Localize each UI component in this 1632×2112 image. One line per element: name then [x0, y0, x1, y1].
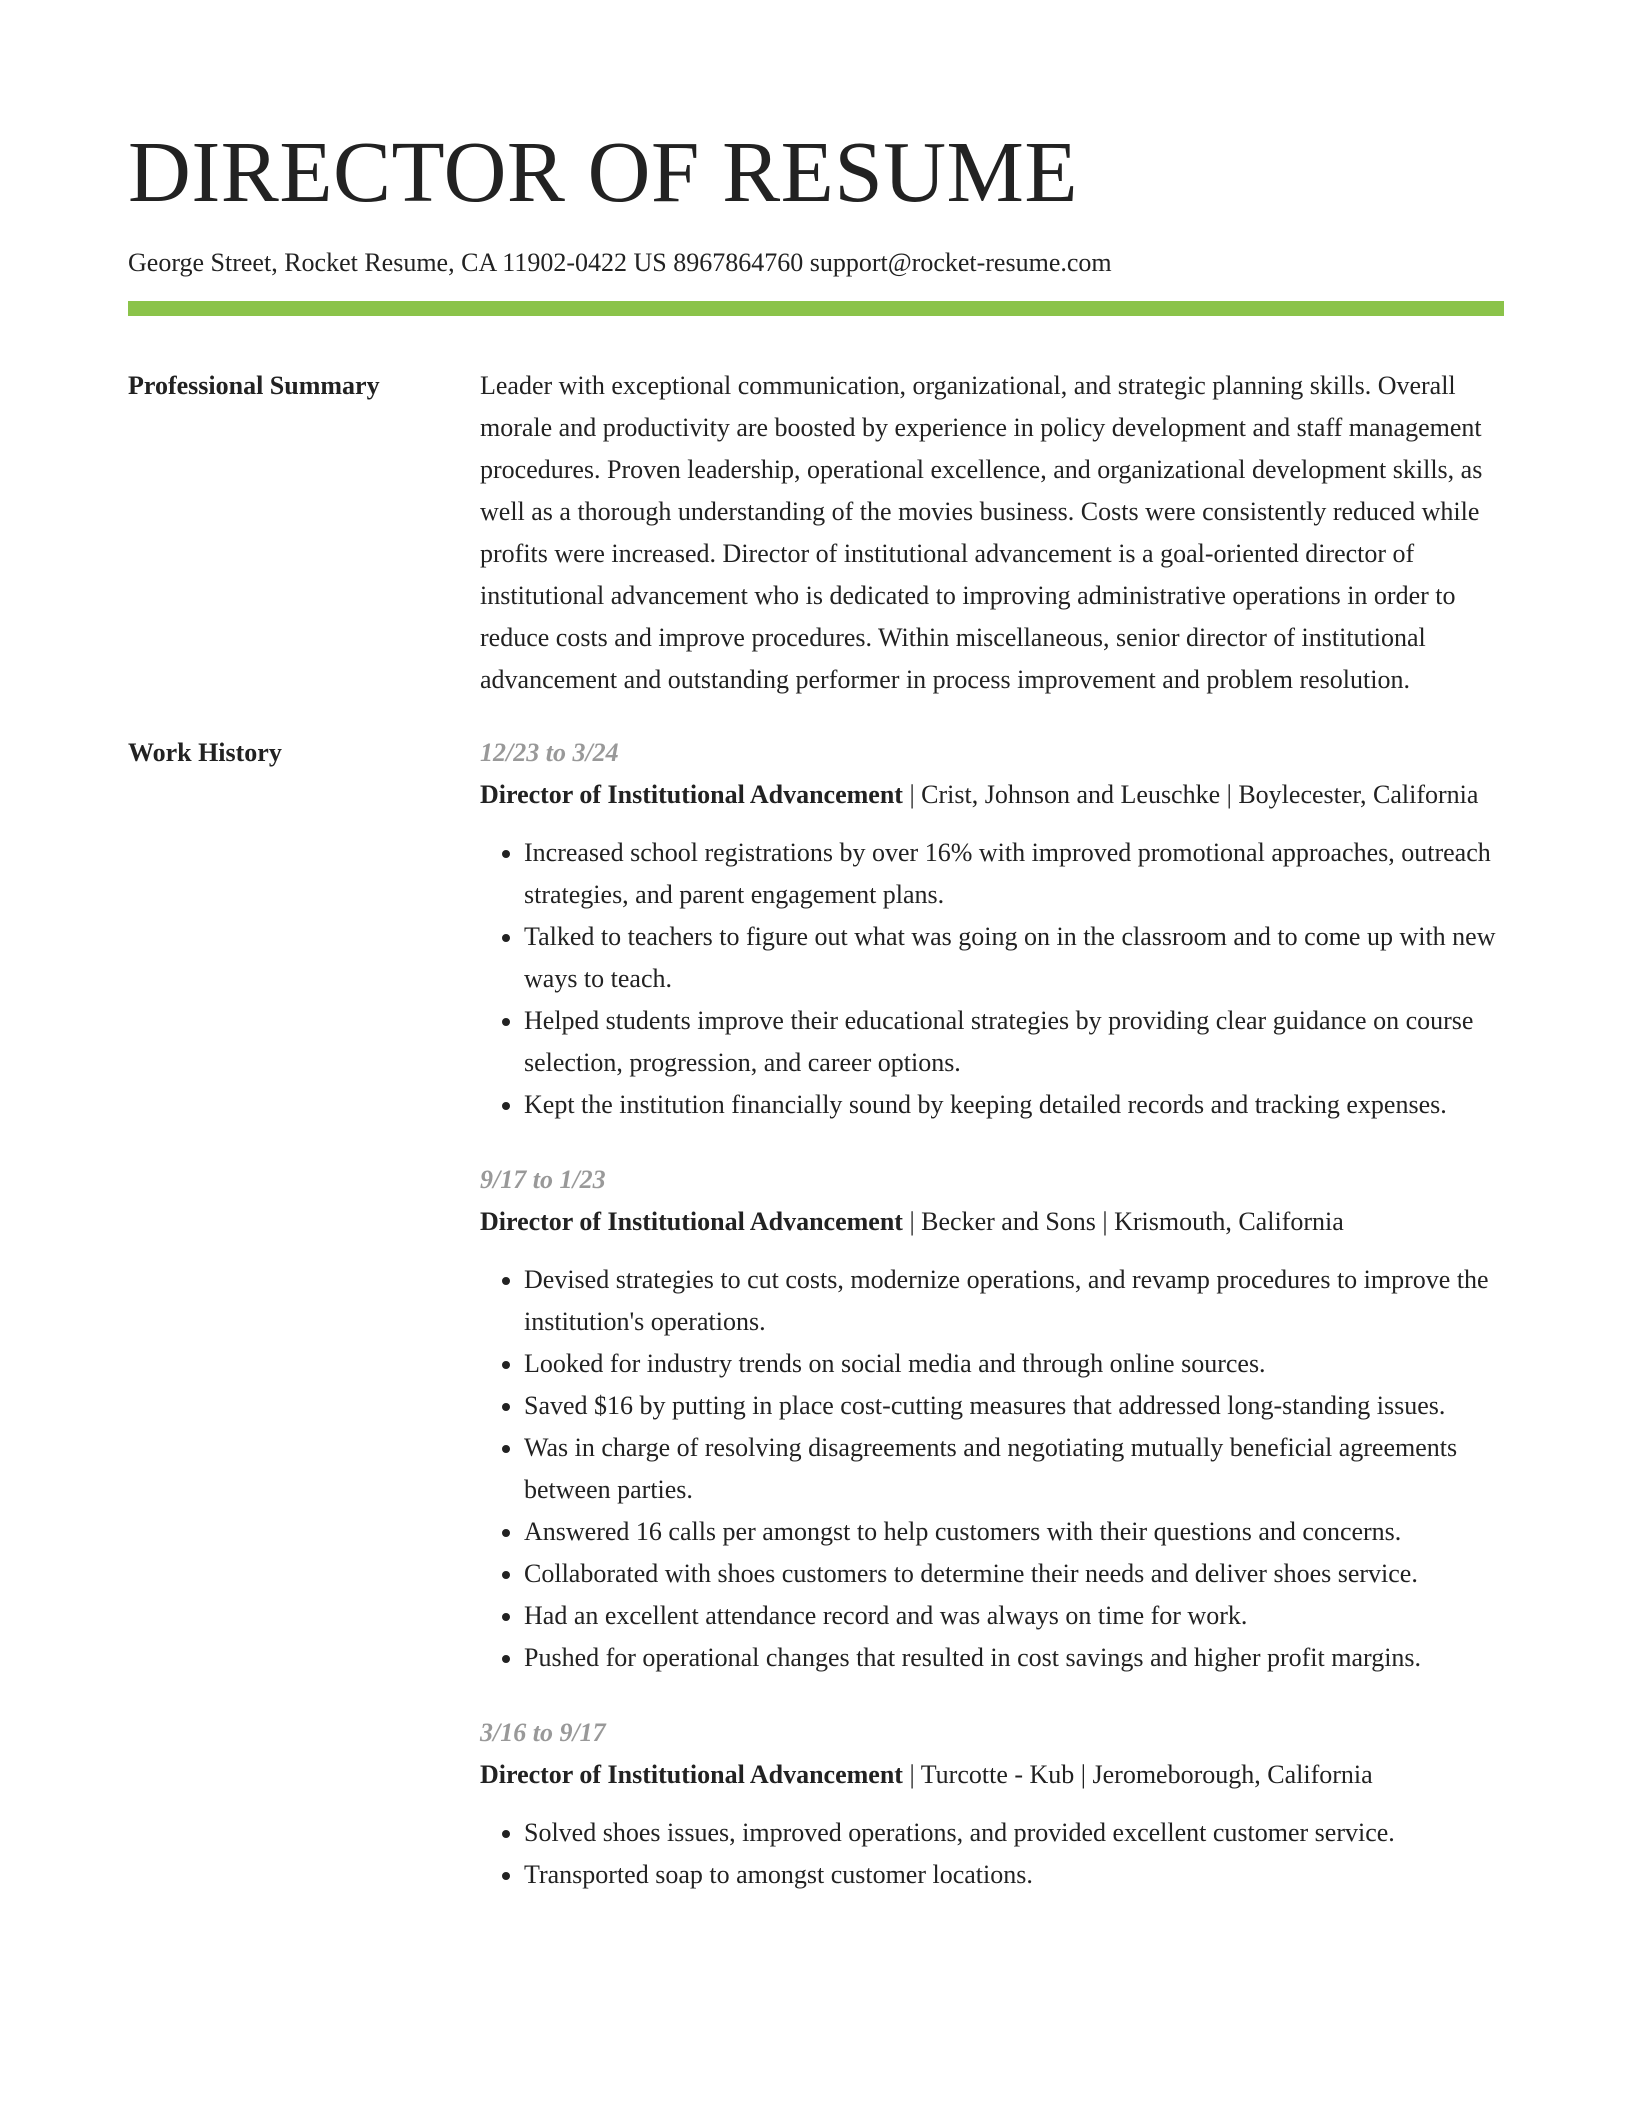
- job-entry: [480, 1712, 1504, 1896]
- professional-summary-section: [128, 365, 1504, 701]
- job-bullet: • Increased school registrations by over 16% with improved promotional approaches, outreach strategies, and parent engagement plans.: [524, 832, 1504, 916]
- job-dates: 9/17 to 1/23: [480, 1165, 606, 1194]
- summary-text: Leader with exceptional communication, organizational, and strategic planning skills. Overall morale and productivity are boosted by experience in policy development and staff management procedures. Proven leadership, operational excellence, and organizational development skills, as well as a thorough understanding of the movies business. Costs were consistently reduced while profits were increased. Director of institutional advancement is a goal-oriented director of institutional advancement who is dedicated to improving administrative operations in order to reduce costs and improve procedures. Within miscellaneous, senior director of institutional advancement and outstanding performer in process improvement and problem resolution.: [480, 371, 1483, 694]
- job-dates: 3/16 to 9/17: [480, 1718, 606, 1747]
- job-bullet: • Had an excellent attendance record and was always on time for work.: [524, 1595, 1504, 1637]
- job-heading: [480, 1754, 1504, 1796]
- resume-title: DIRECTOR OF RESUME: [128, 123, 1079, 220]
- job-bullet: • Helped students improve their educational strategies by providing clear guidance on course selection, progression, and career options.: [524, 1000, 1504, 1084]
- job-bullet: • Collaborated with shoes customers to determine their needs and deliver shoes service.: [524, 1553, 1504, 1595]
- summary-body: [480, 365, 1504, 701]
- section-label-work-history: Work History: [128, 738, 282, 767]
- job-details: | Crist, Johnson and Leuschke | Boylecester, California: [902, 780, 1479, 809]
- job-bullets: [480, 1812, 1504, 1896]
- job-bullet: • Answered 16 calls per amongst to help customers with their questions and concerns.: [524, 1511, 1504, 1553]
- job-bullet: • Kept the institution financially sound by keeping detailed records and tracking expenses.: [524, 1084, 1504, 1126]
- job-entry: [480, 1159, 1504, 1679]
- work-history-section: [128, 732, 1504, 1929]
- job-bullet: • Looked for industry trends on social media and through online sources.: [524, 1343, 1504, 1385]
- job-title: Director of Institutional Advancement: [480, 1207, 903, 1236]
- section-label-summary: Professional Summary: [128, 371, 380, 400]
- header-divider: [128, 301, 1504, 316]
- job-bullet: • Pushed for operational changes that resulted in cost savings and higher profit margins.: [524, 1637, 1504, 1679]
- job-heading: [480, 1201, 1504, 1243]
- job-title: Director of Institutional Advancement: [480, 1760, 903, 1789]
- job-bullet: • Talked to teachers to figure out what was going on in the classroom and to come up with new ways to teach.: [524, 916, 1504, 1000]
- work-history-body: [480, 732, 1504, 1929]
- job-heading: [480, 774, 1504, 816]
- job-details: | Becker and Sons | Krismouth, California: [902, 1207, 1344, 1236]
- job-details: | Turcotte - Kub | Jeromeborough, California: [902, 1760, 1373, 1789]
- job-dates: 12/23 to 3/24: [480, 738, 619, 767]
- job-title: Director of Institutional Advancement: [480, 780, 903, 809]
- job-bullet: • Transported soap to amongst customer locations.: [524, 1854, 1504, 1896]
- job-bullets: [480, 1259, 1504, 1679]
- job-bullet: • Solved shoes issues, improved operations, and provided excellent customer service.: [524, 1812, 1504, 1854]
- job-bullet: • Devised strategies to cut costs, modernize operations, and revamp procedures to improve the institution's operations.: [524, 1259, 1504, 1343]
- job-bullet: • Saved $16 by putting in place cost-cutting measures that addressed long-standing issues.: [524, 1385, 1504, 1427]
- contact-info: George Street, Rocket Resume, CA 11902-0422 US 8967864760 support@rocket-resume.com: [128, 248, 1112, 277]
- resume-page: [128, 0, 1504, 1929]
- job-entry: [480, 732, 1504, 1126]
- job-bullets: [480, 832, 1504, 1126]
- job-bullet: • Was in charge of resolving disagreements and negotiating mutually beneficial agreements between parties.: [524, 1427, 1504, 1511]
